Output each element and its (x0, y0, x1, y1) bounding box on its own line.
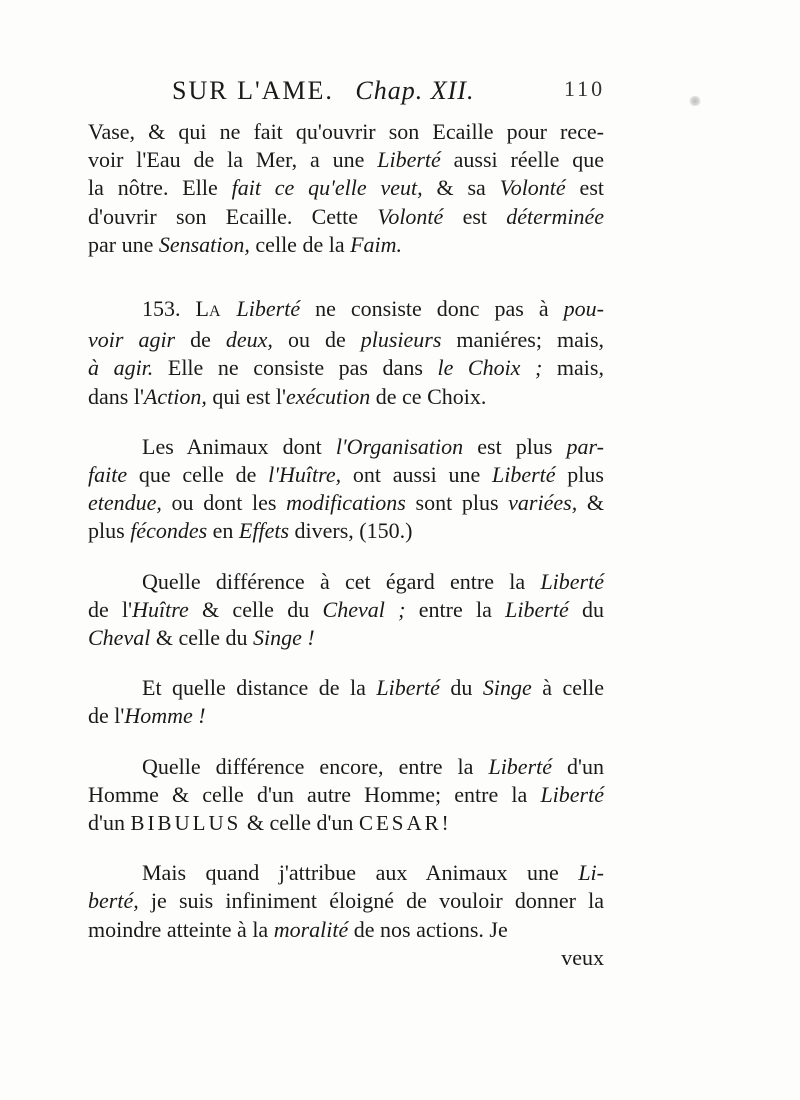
text-run: de (175, 327, 226, 353)
text-run: BIBULUS (130, 811, 242, 836)
text-run: & celle du (150, 625, 253, 651)
text-run: ne consiste donc pas à (300, 296, 564, 322)
text-run: Liberté (505, 596, 569, 622)
text-run: Liberté (488, 753, 553, 779)
text-run: la nôtre. Elle (88, 175, 232, 201)
text-run: Mais quand j'attribue aux Animaux une (142, 860, 579, 886)
text-run: CESAR! (358, 811, 452, 836)
text-run: par une (88, 231, 159, 257)
text-run: Liberté (540, 568, 604, 594)
text-run: mais, (542, 355, 604, 381)
text-run: & celle d'un (241, 810, 359, 836)
text-run: le Choix ; (437, 355, 543, 381)
text-run: Liberté (491, 462, 556, 488)
catchword: veux (561, 944, 604, 970)
text-run: l'Organisation (335, 433, 464, 459)
text-run: voir l'Eau de la Mer, a une (88, 147, 378, 173)
body-text (88, 118, 604, 972)
paragraph-gap (88, 731, 604, 753)
text-run: Les Animaux dont (142, 433, 336, 459)
text-run: modifications (286, 490, 406, 516)
text-line (88, 916, 604, 944)
text-run: Cheval (88, 625, 151, 651)
text-run: plus (555, 462, 604, 488)
text-run: berté, (88, 888, 139, 914)
text-run: pou- (563, 296, 604, 322)
text-run (222, 296, 237, 321)
text-run: à agir. (88, 355, 154, 381)
text-run: du (439, 675, 483, 701)
paragraph-gap (88, 411, 604, 433)
text-run: d'un (88, 810, 131, 836)
text-run: Action, (143, 383, 207, 409)
text-line (88, 231, 604, 259)
text-run: de l' (88, 703, 125, 729)
text-line (88, 326, 604, 354)
text-line (88, 674, 604, 702)
text-line (88, 887, 604, 915)
paper-speck (688, 96, 702, 106)
text-line (88, 433, 604, 461)
text-line (88, 118, 604, 146)
text-line (88, 859, 604, 887)
text-line (88, 174, 604, 202)
text-line (88, 517, 604, 545)
text-line (88, 596, 604, 624)
text-run: à celle (531, 675, 604, 701)
text-run: entre la (405, 596, 506, 622)
text-run: de l' (88, 596, 133, 622)
text-run: Li- (578, 860, 604, 886)
text-run: que celle de (127, 462, 269, 488)
paragraph (88, 295, 604, 411)
text-run: en (207, 518, 239, 544)
text-line (88, 146, 604, 174)
text-line (88, 568, 604, 596)
text-run: variées, (508, 490, 578, 516)
text-line (88, 753, 604, 781)
paragraph-gap (88, 837, 604, 859)
text-run: d'ouvrir son Ecaille. Cette (88, 203, 378, 229)
text-line (88, 809, 604, 837)
text-run: etendue, (88, 490, 162, 516)
text-run: ou dont les (161, 490, 287, 516)
page-number: 110 (564, 76, 606, 101)
text-run: Faim. (350, 231, 403, 257)
text-run: est (443, 203, 507, 229)
text-run: Vase, & qui ne fait qu'ouvrir son Ecaille pour rece- (88, 119, 604, 144)
text-line (88, 354, 604, 382)
running-header (172, 76, 632, 110)
text-run: l'Huître, (268, 462, 342, 488)
text-run: est (565, 175, 604, 201)
chapter-label: Chap. XII. (355, 76, 475, 105)
text-run: celle de la (249, 231, 351, 257)
text-line (88, 781, 604, 809)
text-run: moindre atteinte à la (88, 916, 274, 942)
paragraph-gap (88, 259, 604, 295)
text-run: Liberté (376, 675, 440, 701)
text-run: Singe ! (252, 625, 315, 651)
text-run: du (568, 596, 604, 622)
paragraph (88, 753, 604, 838)
paragraph (88, 118, 604, 259)
text-run: plus (88, 518, 131, 544)
text-run: déterminée (506, 203, 604, 229)
text-run: exécution (285, 383, 371, 409)
text-run: & celle du (188, 596, 323, 622)
text-run: Liberté (377, 147, 441, 173)
text-run: Volonté (377, 203, 444, 229)
text-run: & sa (422, 175, 500, 201)
text-line (88, 203, 604, 231)
text-run: plusieurs (360, 327, 442, 353)
text-run: moralité (273, 916, 349, 942)
running-title: SUR L'AME. (172, 76, 334, 105)
text-run: Huître (132, 596, 189, 622)
text-run: Sensation, (158, 231, 250, 257)
text-run: Singe (482, 675, 532, 701)
text-run: Cheval ; (322, 596, 406, 622)
text-line (88, 702, 604, 730)
text-run: de nos actions. Je (348, 916, 508, 942)
text-run: Homme ! (124, 703, 206, 729)
text-run: Quelle différence encore, entre la (142, 753, 489, 779)
paragraph (88, 433, 604, 546)
text-run: faite (88, 462, 128, 488)
text-run: Homme & celle d'un autre Homme; entre la (88, 781, 541, 807)
text-run: aussi réelle que (440, 147, 605, 173)
paragraph (88, 859, 604, 944)
text-run: fécondes (130, 518, 208, 544)
text-run: fait ce qu'elle veut, (231, 175, 423, 201)
text-run: par- (566, 433, 604, 459)
text-run: Quelle différence à cet égard entre la (142, 568, 541, 594)
paragraph-gap (88, 546, 604, 568)
text-run: divers, (150.) (289, 518, 413, 544)
text-run: Liberté (236, 296, 301, 322)
text-run: & (577, 490, 604, 516)
text-run: A (208, 303, 222, 321)
text-run: Et quelle distance de la (142, 675, 377, 701)
text-run: maniéres; mais, (441, 327, 605, 353)
text-run: sont plus (405, 490, 509, 516)
text-run: ou de (272, 327, 361, 353)
text-run: dans l' (88, 383, 144, 409)
text-run: est plus (463, 433, 567, 459)
text-run: d'un (552, 753, 604, 779)
text-run: deux, (225, 327, 273, 353)
text-run: voir agir (88, 327, 176, 353)
text-line (88, 295, 604, 326)
paragraph (88, 568, 604, 653)
text-run: ont aussi une (341, 462, 492, 488)
paragraph (88, 674, 604, 730)
text-run: Liberté (540, 781, 604, 807)
text-run: de ce Choix. (370, 383, 487, 409)
text-run: je suis infiniment éloigné de vouloir donner la (138, 888, 604, 914)
text-run: 153. L (142, 296, 209, 322)
text-run: qui est l' (206, 383, 286, 409)
text-line (88, 383, 604, 411)
text-run: Elle ne consiste pas dans (153, 355, 438, 381)
text-line (88, 489, 604, 517)
text-run: Effets (238, 518, 290, 544)
paragraph-gap (88, 652, 604, 674)
text-line (88, 624, 604, 652)
text-run: Volonté (499, 175, 566, 201)
text-line (88, 461, 604, 489)
